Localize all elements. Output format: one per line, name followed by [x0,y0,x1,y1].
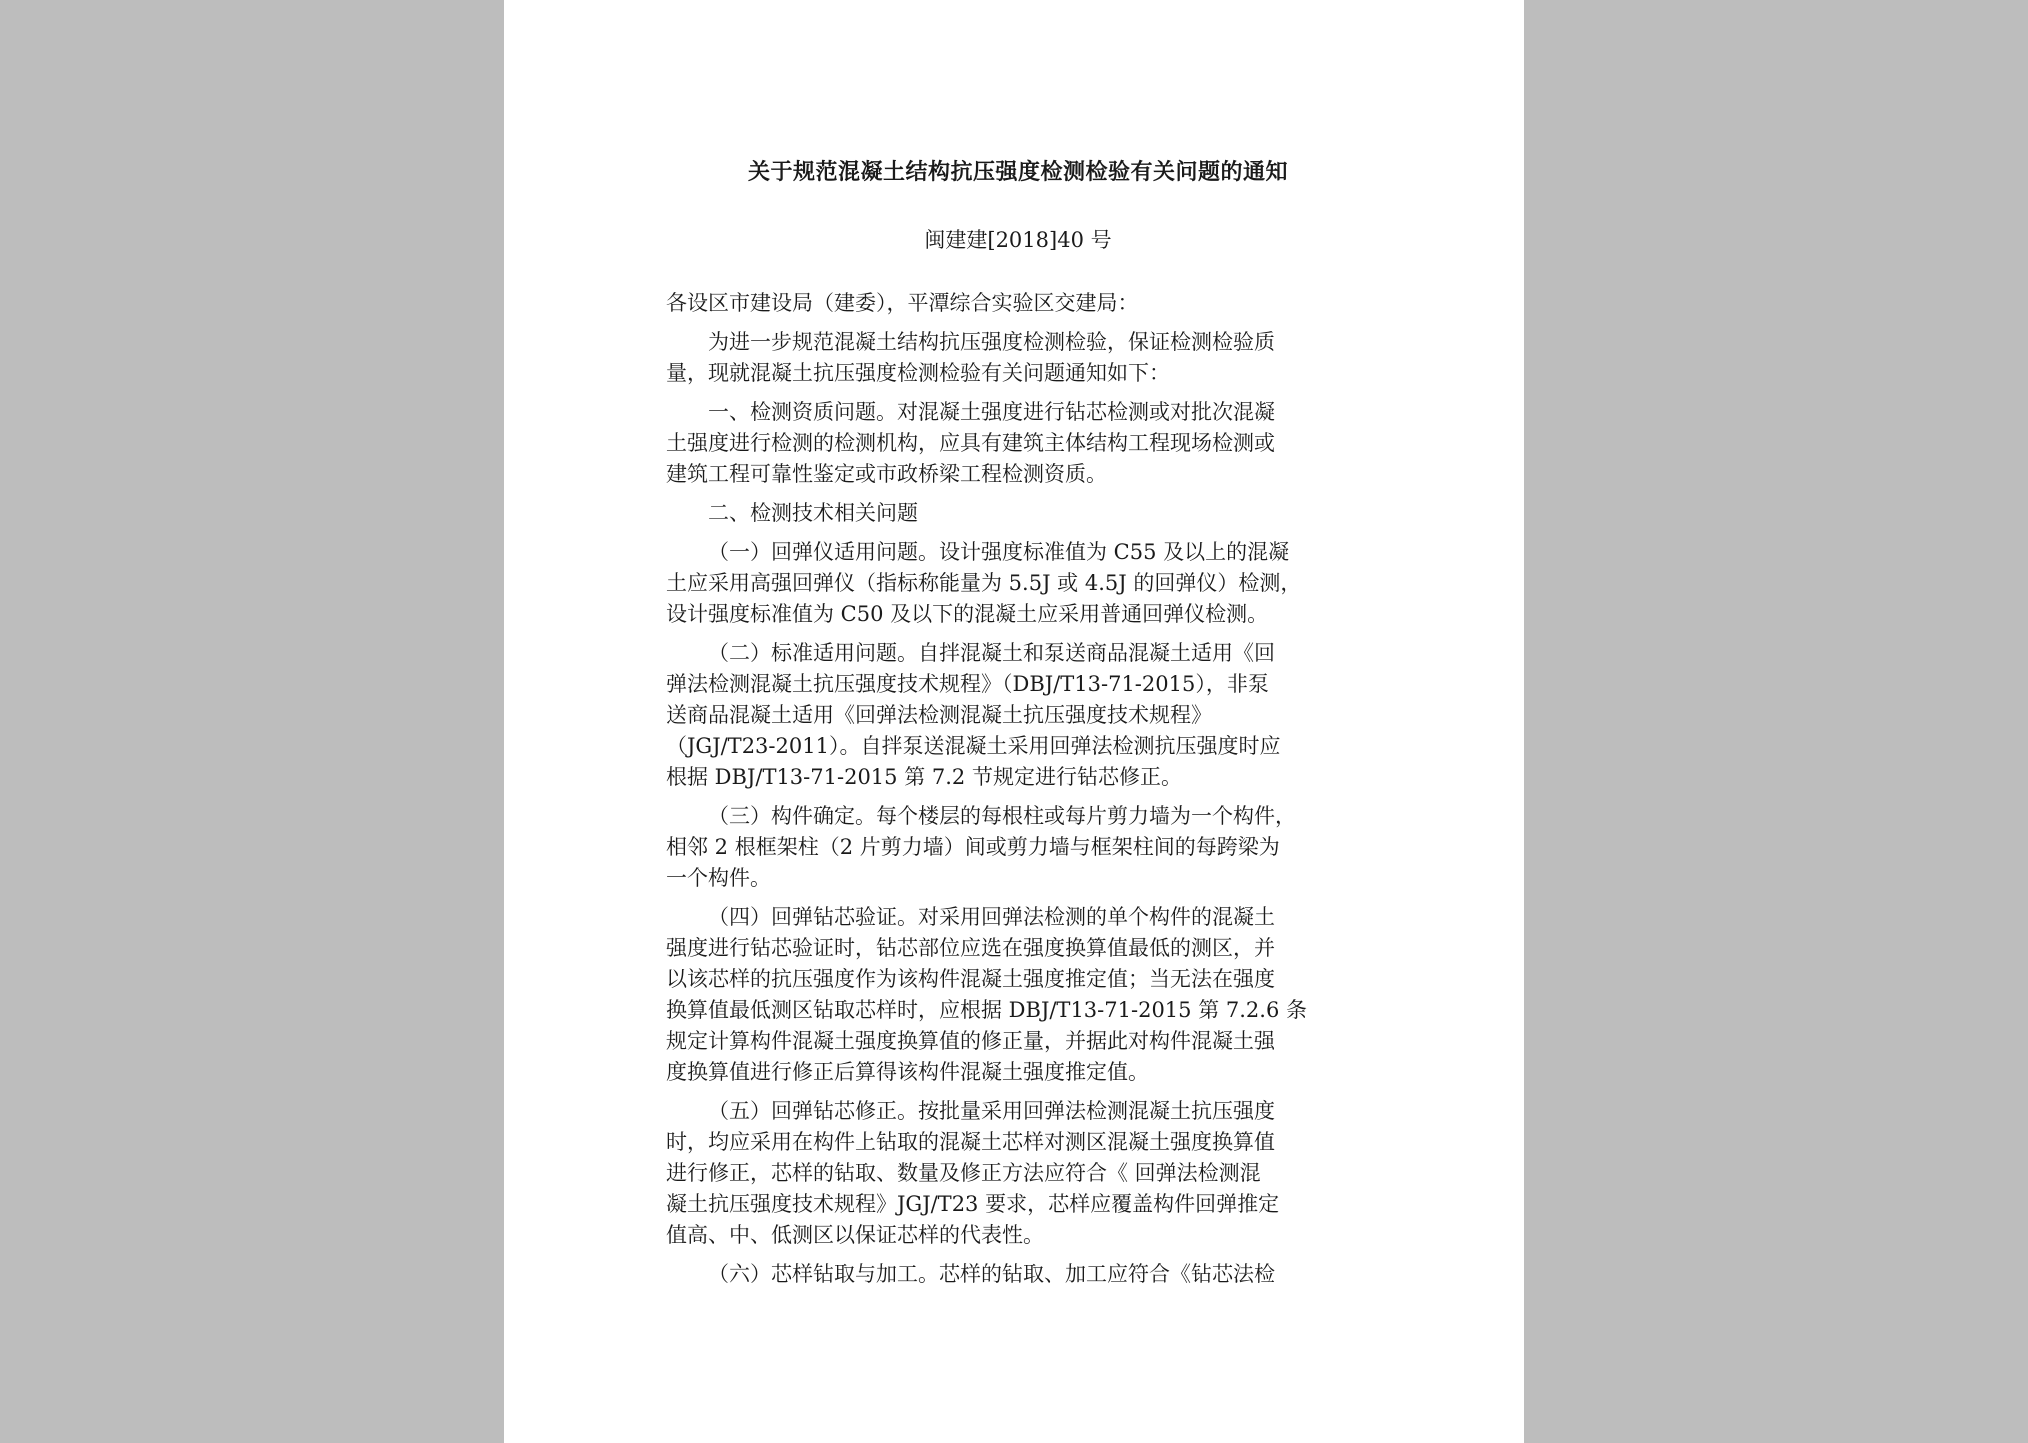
paragraph-line: 一、检测资质问题。对混凝土强度进行钻芯检测或对批次混凝 [708,400,1275,424]
paragraph-line: 进行修正，芯样的钻取、数量及修正方法应符合《 回弹法检测混 [666,1161,1261,1185]
paragraph-line: （三）构件确定。每个楼层的每根柱或每片剪力墙为一个构件， [708,804,1296,828]
paragraph-line: 土应采用高强回弹仪（指标称能量为 5.5J 或 4.5J 的回弹仪）检测， [666,571,1302,595]
paragraph-line: 以该芯样的抗压强度作为该构件混凝土强度推定值；当无法在强度 [666,967,1275,991]
paragraph-line: 根据 DBJ/T13-71-2015 第 7.2 节规定进行钻芯修正。 [666,765,1182,789]
document-title: 关于规范混凝土结构抗压强度检测检验有关问题的通知 [747,159,1288,185]
document-number: 闽建建[2018]40 号 [924,228,1112,252]
paragraph [666,327,1370,389]
paragraph-line: 二、检测技术相关问题 [708,501,918,525]
document-body [666,288,1370,1298]
paragraph-line: 相邻 2 根框架柱（2 片剪力墙）间或剪力墙与框架柱间的每跨梁为 [666,835,1280,859]
paragraph-line: 土强度进行检测的检测机构，应具有建筑主体结构工程现场检测或 [666,431,1275,455]
paragraph-line: 送商品混凝土适用《回弹法检测混凝土抗压强度技术规程》 [666,703,1212,727]
paragraph-line: 为进一步规范混凝土结构抗压强度检测检验，保证检测检验质 [708,330,1275,354]
paragraph [666,397,1370,490]
paragraph-line: 弹法检测混凝土抗压强度技术规程》（DBJ/T13-71-2015），非泵 [666,672,1269,696]
paragraph-line: 规定计算构件混凝土强度换算值的修正量，并据此对构件混凝土强 [666,1029,1275,1053]
paragraph [666,1259,1370,1290]
paragraph-line: 度换算值进行修正后算得该构件混凝土强度推定值。 [666,1060,1149,1084]
paragraph-line: （一）回弹仪适用问题。设计强度标准值为 C55 及以上的混凝 [708,540,1290,564]
paragraph-line: 凝土抗压强度技术规程》JGJ/T23 要求，芯样应覆盖构件回弹推定 [666,1192,1280,1216]
paragraph-line: （二）标准适用问题。自拌混凝土和泵送商品混凝土适用《回 [708,641,1275,665]
paragraph-line: （JGJ/T23-2011）。自拌泵送混凝土采用回弹法检测抗压强度时应 [666,734,1281,758]
paragraph-line: （四）回弹钻芯验证。对采用回弹法检测的单个构件的混凝土 [708,905,1275,929]
paragraph [666,801,1370,894]
paragraph-line: 换算值最低测区钻取芯样时，应根据 DBJ/T13-71-2015 第 7.2.6 条 [666,998,1307,1022]
paragraph [666,537,1370,630]
paragraph-line: 强度进行钻芯验证时，钻芯部位应选在强度换算值最低的测区，并 [666,936,1275,960]
paragraph-line: 设计强度标准值为 C50 及以下的混凝土应采用普通回弹仪检测。 [666,602,1269,626]
paragraph-line: （五）回弹钻芯修正。按批量采用回弹法检测混凝土抗压强度 [708,1099,1275,1123]
paragraph-line: 时，均应采用在构件上钻取的混凝土芯样对测区混凝土强度换算值 [666,1130,1275,1154]
paragraph [666,498,1370,529]
paragraph-line: 建筑工程可靠性鉴定或市政桥梁工程检测资质。 [666,462,1107,486]
document-page [504,0,1524,1443]
paragraph [666,902,1370,1088]
paragraph-line: （六）芯样钻取与加工。芯样的钻取、加工应符合《钻芯法检 [708,1262,1275,1286]
paragraph-line: 量，现就混凝土抗压强度检测检验有关问题通知如下： [666,361,1170,385]
paragraph [666,638,1370,793]
paragraph-line: 各设区市建设局（建委），平潭综合实验区交建局： [666,291,1139,315]
paragraph [666,1096,1370,1251]
paragraph-line: 值高、中、低测区以保证芯样的代表性。 [666,1223,1044,1247]
paragraph [666,288,1370,319]
paragraph-line: 一个构件。 [666,866,771,890]
